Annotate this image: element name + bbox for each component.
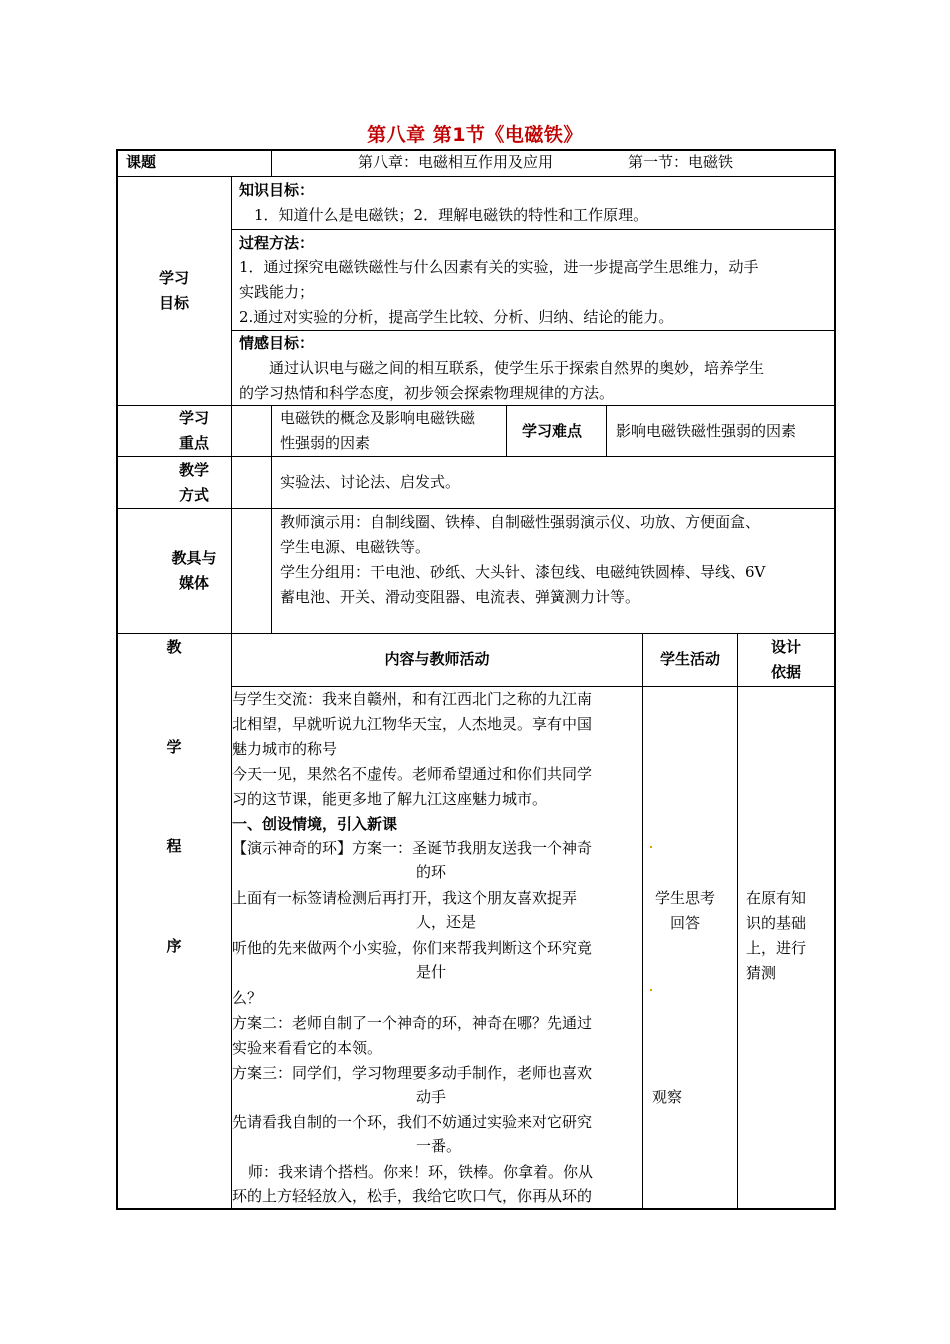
header-section: 第一节：电磁铁: [628, 153, 734, 171]
content-line: 听他的先来做两个小实验，你们来帮我判断这个环究竟: [232, 939, 593, 957]
knowledge-text: 1．知道什么是电磁铁；2．理解电磁铁的特性和工作原理。: [254, 206, 649, 224]
process-line-1: 1．通过探究电磁铁磁性与什么因素有关的实验，进一步提高学生思维力，动手: [239, 258, 759, 276]
row-divider: [116, 633, 836, 634]
media-line-4: 蓄电池、开关、滑动变阻器、电流表、弹簧测力计等。: [280, 588, 641, 606]
col-divider: [271, 405, 272, 634]
objectives-label-line1: 学习: [158, 269, 189, 287]
row-divider: [116, 176, 836, 177]
content-line: 方案三：同学们，学习物理要多动手制作，老师也喜欢: [232, 1064, 593, 1082]
content-line: 人，还是: [416, 913, 477, 931]
content-line: 【演示神奇的环】方案一：圣诞节我朋友送我一个神奇: [232, 839, 593, 857]
content-line: 与学生交流：我来自赣州，和有江西北门之称的九江南: [232, 690, 593, 708]
process-label-char-3: 程: [166, 837, 182, 855]
focus-text: [280, 406, 475, 456]
column-header-student: 学生活动: [659, 650, 720, 668]
row-divider: [116, 456, 836, 457]
media-label-line1: 教具与: [171, 549, 217, 567]
design-basis-line3: 上，进行: [746, 939, 807, 957]
content-line: 师：我来请个搭档。你来！环，铁棒。你拿着。你从: [248, 1163, 594, 1181]
column-header-design-line1: 设计: [770, 638, 801, 656]
content-line: 么？: [232, 989, 263, 1007]
header-label: 课题: [126, 153, 157, 171]
process-label-char-1: 教: [166, 638, 182, 656]
focus-label-line1: 学习: [178, 409, 209, 427]
row-divider: [231, 229, 835, 230]
method-text: 实验法、讨论法、启发式。: [280, 473, 461, 491]
header-chapter: 第八章：电磁相互作用及应用: [358, 153, 554, 171]
focus-text-line1: 电磁铁的概念及影响电磁铁磁: [280, 409, 476, 427]
content-line: 方案二：老师自制了一个神奇的环，神奇在哪？先通过: [232, 1014, 593, 1032]
design-basis-line4: 猜测: [746, 964, 777, 982]
col-divider: [506, 405, 507, 457]
stray-mark: [650, 846, 652, 848]
content-line: 的环: [416, 863, 447, 881]
emotion-line-2: 的学习热情和科学态度，初步领会探索物理规律的方法。: [239, 384, 615, 402]
process-title: 过程方法：: [239, 234, 315, 252]
table-border-right: [834, 149, 836, 1210]
emotion-line-1: 通过认识电与磁之间的相互联系，使学生乐于探索自然界的奥妙，培养学生: [269, 359, 765, 377]
row-divider: [231, 330, 835, 331]
media-label-line2: 媒体: [178, 574, 209, 592]
content-line: 魅力城市的称号: [232, 740, 338, 758]
objectives-label-line2: 目标: [158, 294, 189, 312]
content-line: 先请看我自制的一个环，我们不妨通过实验来对它研究: [232, 1113, 593, 1131]
column-header-content: 内容与教师活动: [384, 650, 490, 668]
col-divider: [271, 149, 272, 177]
media-line-2: 学生电源、电磁铁等。: [280, 538, 431, 556]
content-section-heading: 一、创设情境，引入新课: [232, 815, 398, 833]
content-line: 实验来看看它的本领。: [232, 1039, 383, 1057]
media-label: [118, 546, 270, 596]
column-header-design: [738, 635, 834, 685]
process-line-3: 2.通过对实验的分析，提高学生比较、分析、归纳、结论的能力。: [239, 308, 674, 326]
student-activity-line1: 学生思考: [654, 889, 715, 907]
method-label: [118, 458, 270, 508]
content-line: 一番。: [416, 1137, 462, 1155]
focus-label-line2: 重点: [178, 434, 209, 452]
difficulty-text: 影响电磁铁磁性强弱的因素: [616, 422, 797, 440]
content-line: 环的上方轻轻放入，松手，我给它吹口气，你再从环的: [232, 1187, 593, 1205]
student-activity: [643, 886, 727, 936]
objectives-label: [118, 266, 230, 316]
method-label-line2: 方式: [178, 486, 209, 504]
focus-label: [118, 406, 270, 456]
stray-mark: [650, 989, 652, 991]
focus-text-line2: 性强弱的因素: [280, 434, 371, 452]
row-divider: [116, 508, 836, 509]
content-line: 动手: [416, 1088, 447, 1106]
process-label-char-2: 学: [166, 738, 182, 756]
content-line: 北相望，早就听说九江物华天宝，人杰地灵。享有中国: [232, 715, 593, 733]
page-title: 第八章 第1节《电磁铁》: [367, 124, 583, 146]
content-line: 习的这节课，能更多地了解九江这座魅力城市。: [232, 790, 548, 808]
student-observe: 观察: [652, 1088, 683, 1106]
process-label-char-4: 序: [166, 937, 182, 955]
design-basis-line2: 识的基础: [746, 914, 807, 932]
student-activity-line2: 回答: [669, 914, 700, 932]
knowledge-title: 知识目标：: [239, 181, 315, 199]
process-line-2: 实践能力；: [239, 283, 315, 301]
method-label-line1: 教学: [178, 461, 209, 479]
col-divider: [606, 405, 607, 457]
content-line: 是什: [416, 963, 447, 981]
design-basis-line1: 在原有知: [746, 889, 807, 907]
column-header-design-line2: 依据: [770, 663, 801, 681]
difficulty-label: 学习难点: [522, 422, 583, 440]
content-line: 今天一见，果然名不虚传。老师希望通过和你们共同学: [232, 765, 593, 783]
col-divider: [737, 633, 738, 1209]
emotion-title: 情感目标：: [239, 334, 315, 352]
content-line: 上面有一标签请检测后再打开，我这个朋友喜欢捉弄: [232, 889, 578, 907]
media-line-3: 学生分组用：干电池、砂纸、大头针、漆包线、电磁纯铁圆棒、导线、6V: [280, 563, 766, 581]
media-line-1: 教师演示用：自制线圈、铁棒、自制磁性强弱演示仪、功放、方便面盒、: [280, 513, 761, 531]
design-basis: [746, 886, 806, 986]
